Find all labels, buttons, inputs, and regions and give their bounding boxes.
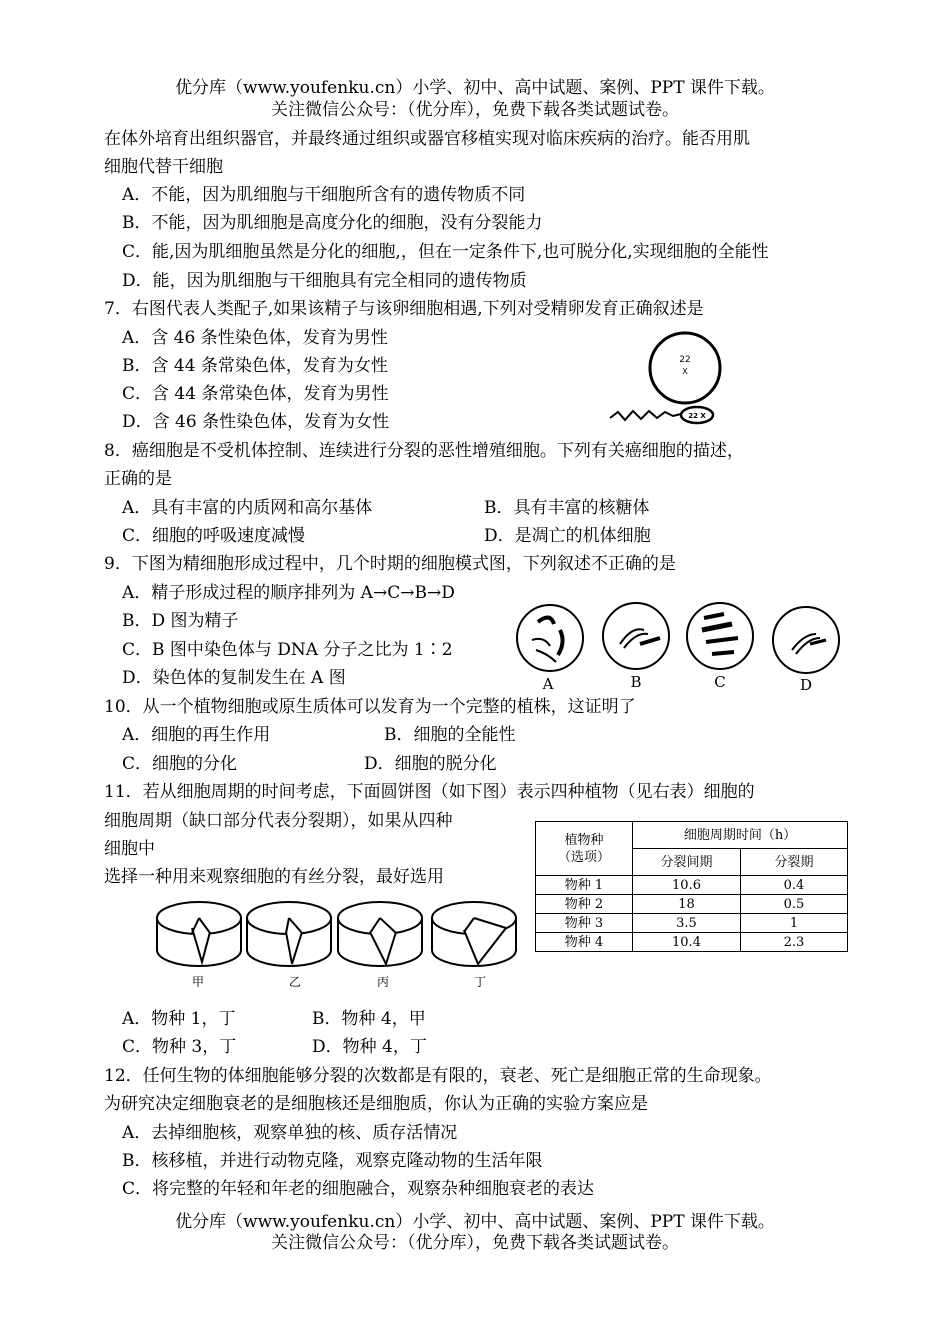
cell-c-chromosome (712, 652, 734, 654)
q9-option-c: C．B 图中染色体与 DNA 分子之比为 1∶2 (122, 640, 453, 660)
q6-stem-line-2: 细胞代替干细胞 (104, 157, 223, 177)
cell-label-b: B (630, 673, 642, 691)
pie-label-bing: 丙 (376, 975, 390, 989)
pie-label-jia: 甲 (191, 975, 205, 989)
q11-stem-line-3: 细胞中 (104, 839, 155, 859)
pie-label-yi: 乙 (288, 975, 302, 989)
spermatogenesis-figure (510, 600, 850, 692)
table-cell: 1 (741, 914, 848, 933)
table-header-interphase: 分裂间期 (633, 849, 741, 876)
q8-option-a: A．具有丰富的内质网和高尔基体 (122, 498, 373, 518)
q12-stem-line-1: 12．任何生物的体细胞能够分裂的次数都是有限的，衰老、死亡是细胞正常的生命现象。 (104, 1066, 772, 1086)
q10-stem: 10．从一个植物细胞或原生质体可以发育为一个完整的植株，这证明了 (104, 697, 636, 717)
table-cell: 0.5 (741, 895, 848, 914)
q12-option-c: C．将完整的年轻和年老的细胞融合，观察杂种细胞衰老的表达 (122, 1179, 595, 1199)
species-header-line-2: （选项） (557, 849, 610, 865)
q8-stem-line-1: 8．癌细胞是不受机体控制、连续进行分裂的恶性增殖细胞。下列有关癌细胞的描述， (104, 441, 744, 461)
q6-option-b: B．不能，因为肌细胞是高度分化的细胞，没有分裂能力 (122, 213, 543, 233)
q10-option-a: A．细胞的再生作用 (122, 725, 271, 745)
q11-option-c: C．物种 3，丁 (122, 1037, 237, 1057)
q8-stem-line-2: 正确的是 (104, 469, 172, 489)
cell-b-chromosome (640, 638, 660, 644)
footer-line-2: 关注微信公众号：（优分库），免费下载各类试题试卷。 (271, 1233, 679, 1253)
q12-option-b: B．核移植，并进行动物克隆，观察克隆动物的生活年限 (122, 1151, 543, 1171)
pie-jia (157, 902, 241, 966)
pie-ding (432, 902, 516, 966)
cell-a-chromosome (532, 639, 550, 646)
q11-stem-line-2: 细胞周期（缺口部分代表分裂期），如果从四种 (104, 811, 453, 831)
species-header-line-1: 植物种 (564, 832, 604, 848)
q12-stem-line-2: 为研究决定细胞衰老的是细胞核还是细胞质，你认为正确的实验方案应是 (104, 1094, 648, 1114)
cell-b-chromosome (620, 629, 644, 644)
q6-stem-line-1: 在体外培育出组织器官，并最终通过组织或器官移植实现对临床疾病的治疗。能否用肌 (104, 129, 750, 149)
q9-option-a: A．精子形成过程的顺序排列为 A→C→B→D (122, 583, 455, 603)
cell-a-chromosome (558, 630, 563, 655)
table-cell: 10.4 (633, 933, 741, 952)
cell-a (517, 605, 583, 671)
pie-yi (247, 902, 331, 966)
table-cell: 0.4 (741, 876, 848, 895)
table-cell: 物种 1 (536, 876, 633, 895)
q8-option-d: D．是凋亡的机体细胞 (484, 526, 651, 546)
q6-option-a: A．不能，因为肌细胞与干细胞所含有的遗传物质不同 (122, 185, 526, 205)
sperm-tail (610, 411, 681, 420)
cell-label-d: D (799, 676, 813, 692)
table-cell: 3.5 (633, 914, 741, 933)
q11-stem-line-4: 选择一种用来观察细胞的有丝分裂，最好选用 (104, 867, 444, 887)
q10-option-b: B．细胞的全能性 (384, 725, 516, 745)
table-cell: 2.3 (741, 933, 848, 952)
table-cell: 物种 3 (536, 914, 633, 933)
q9-option-d: D．染色体的复制发生在 A 图 (122, 668, 346, 688)
table-cell: 物种 2 (536, 895, 633, 914)
cell-c-chromosome (702, 624, 732, 630)
cell-c-chromosome (704, 614, 724, 618)
pie-label-ding: 丁 (473, 975, 487, 989)
cell-label-a: A (542, 675, 554, 692)
q7-option-c: C．含 44 条常染色体，发育为男性 (122, 384, 389, 404)
table-row (536, 895, 848, 914)
q8-option-c: C．细胞的呼吸速度减慢 (122, 526, 306, 546)
q11-option-b: B．物种 4，甲 (312, 1009, 426, 1029)
header-line-1: 优分库（www.youfenku.cn）小学、初中、高中试题、案例、PPT 课件下载。 (175, 78, 775, 98)
cell-c-chromosome (706, 638, 738, 642)
cell-d (773, 607, 839, 673)
sperm-label: 22 X (688, 412, 706, 420)
egg-label-bottom: X (682, 367, 688, 376)
q7-option-d: D．含 46 条性染色体，发育为女性 (122, 412, 390, 432)
q10-option-c: C．细胞的分化 (122, 754, 238, 774)
q7-option-a: A．含 46 条性染色体，发育为男性 (122, 328, 388, 348)
q11-option-a: A．物种 1，丁 (122, 1009, 236, 1029)
cell-cycle-table (535, 821, 848, 952)
cell-cycle-pie-figure (150, 892, 530, 994)
table-row (536, 876, 848, 895)
table-header-division: 分裂期 (741, 849, 848, 876)
pie-bing (338, 902, 422, 966)
gamete-figure (605, 322, 745, 432)
table-cell: 10.6 (633, 876, 741, 895)
table-header-species (536, 822, 633, 876)
header-line-2: 关注微信公众号：（优分库），免费下载各类试题试卷。 (271, 100, 679, 120)
q6-option-d: D．能，因为肌细胞与干细胞具有完全相同的遗传物质 (122, 271, 527, 291)
table-row (536, 914, 848, 933)
table-cell: 18 (633, 895, 741, 914)
q8-option-b: B．具有丰富的核糖体 (484, 498, 650, 518)
cell-a-chromosome (536, 650, 556, 662)
cell-label-c: C (714, 673, 726, 691)
q7-option-b: B．含 44 条常染色体，发育为女性 (122, 356, 388, 376)
q10-option-d: D．细胞的脱分化 (364, 754, 497, 774)
cell-a-chromosome (538, 617, 554, 624)
table-cell: 物种 4 (536, 933, 633, 952)
egg-label-top: 22 (679, 355, 691, 365)
q9-option-b: B．D 图为精子 (122, 611, 239, 631)
q9-stem: 9．下图为精细胞形成过程中，几个时期的细胞模式图，下列叙述不正确的是 (104, 554, 676, 574)
q12-option-a: A．去掉细胞核，观察单独的核、质存活情况 (122, 1123, 458, 1143)
q11-stem-line-1: 11．若从细胞周期的时间考虑，下面圆饼图（如下图）表示四种植物（见右表）细胞的 (104, 782, 755, 802)
table-row (536, 933, 848, 952)
q7-stem: 7．右图代表人类配子,如果该精子与该卵细胞相遇,下列对受精卵发育正确叙述是 (104, 299, 704, 319)
footer-line-1: 优分库（www.youfenku.cn）小学、初中、高中试题、案例、PPT 课件下载。 (175, 1212, 775, 1232)
q6-option-c: C．能,因为肌细胞虽然是分化的细胞,，但在一定条件下,也可脱分化,实现细胞的全能性 (122, 242, 769, 262)
table-header-cycle-time: 细胞周期时间（h） (633, 822, 848, 849)
q11-option-d: D．物种 4，丁 (312, 1037, 427, 1057)
